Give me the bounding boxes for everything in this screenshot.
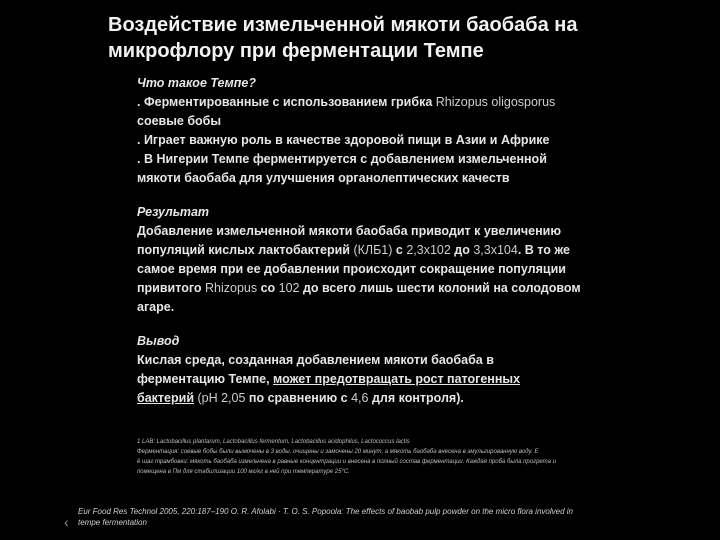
lab-label: (КЛБ1) — [353, 243, 393, 257]
footnote-3: ё шаг трамбовки: мякоть баобаба измельчена в равные концентрации и внесена в полный состав ферментации. Каждая проба была прогрета и — [137, 459, 556, 465]
previous-slide-icon[interactable]: ‹ — [64, 514, 69, 530]
rhizopus-label: Rhizopus — [204, 281, 258, 295]
footnote-4: помещена в Пм для стабилизации 100 мг/кг в ней при температуре 25°C. — [137, 469, 350, 475]
what-line-1 — [137, 93, 607, 112]
result-line-2-a: популяций кислых лактобактерий — [137, 243, 354, 257]
conclusion-line-1: Кислая среда, созданная добавлением мякоти баобаба в — [137, 353, 494, 367]
result-line-2-c: с — [392, 243, 407, 257]
slide-title-line-1: Воздействие измельченной мякоти баобаба на — [108, 14, 578, 36]
citation-line-1: Eur Food Res Technol 2005, 220:187–190 O. R. Afolabi · T. O. S. Popoola: The effects of baobab pulp powder on the micro flora involved in — [78, 507, 573, 516]
what-is-tempe-heading: Что такое Темпе? — [137, 76, 256, 90]
slide-title — [108, 12, 668, 64]
what-line-2: соевые бобы — [137, 114, 222, 128]
source-citation — [78, 506, 648, 528]
lab-value-to: 3,3x104 — [473, 243, 518, 257]
conclusion-line-3-e: для контроля). — [368, 391, 464, 405]
slide-body — [137, 74, 607, 408]
species-name: Rhizopus oligosporus — [435, 95, 556, 109]
footnote-1: 1 LAB: Lactobacillus plantarum, Lactobacillus fermentum, Lactobacillus acidophilus, Lactococcus lactis — [137, 439, 410, 445]
what-line-1-text: . Ферментированные с использованием грибка — [137, 95, 436, 109]
conclusion-line-3 — [137, 389, 607, 408]
rhizopus-value: 102 — [278, 281, 300, 295]
result-line-4 — [137, 279, 607, 298]
conclusion-heading: Вывод — [137, 334, 180, 348]
citation-line-2: tempe fermentation — [78, 518, 147, 527]
result-line-4-a: привитого — [137, 281, 205, 295]
lab-value-from: 2,3x102 — [406, 243, 451, 257]
result-line-2 — [137, 241, 607, 260]
result-line-2-e: до — [450, 243, 474, 257]
conclusion-line-2 — [137, 370, 607, 389]
result-line-5: агаре. — [137, 300, 175, 314]
result-heading: Результат — [137, 205, 210, 219]
slide-title-line-2: микрофлору при ферментации Темпе — [108, 40, 484, 62]
result-line-4-c: со — [257, 281, 279, 295]
footnote-2: Ферментация: соевые бобы были вымочены в 3 воды, очищены и замочены 20 минут, а мякоть баобаба внесена в эмульгированную воду. Е — [137, 449, 539, 455]
what-line-3: . Играет важную роль в качестве здоровой пищи в Азии и Африке — [137, 133, 550, 147]
ph-value: (pH 2,05 — [194, 391, 246, 405]
control-value: 4,6 — [351, 391, 369, 405]
result-line-1: Добавление измельченной мякоти баобаба приводит к увеличению — [137, 224, 562, 238]
result-line-3: самое время при ее добавлении происходит сокращение популяции — [137, 262, 566, 276]
conclusion-highlight-1: может предотвращать рост патогенных — [273, 372, 521, 386]
what-line-4: . В Нигерии Темпе ферментируется с добавлением измельченной — [137, 152, 547, 166]
what-line-5: мякоти баобаба для улучшения органолептических качеств — [137, 171, 510, 185]
conclusion-line-3-c: по сравнению с — [245, 391, 352, 405]
result-line-4-e: до всего лишь шести колоний на солодовом — [299, 281, 581, 295]
footnotes — [137, 437, 607, 477]
conclusion-line-2-a: ферментацию Темпе, — [137, 372, 274, 386]
result-line-2-g: . В то же — [517, 243, 570, 257]
conclusion-highlight-2: бактерий — [137, 391, 195, 405]
